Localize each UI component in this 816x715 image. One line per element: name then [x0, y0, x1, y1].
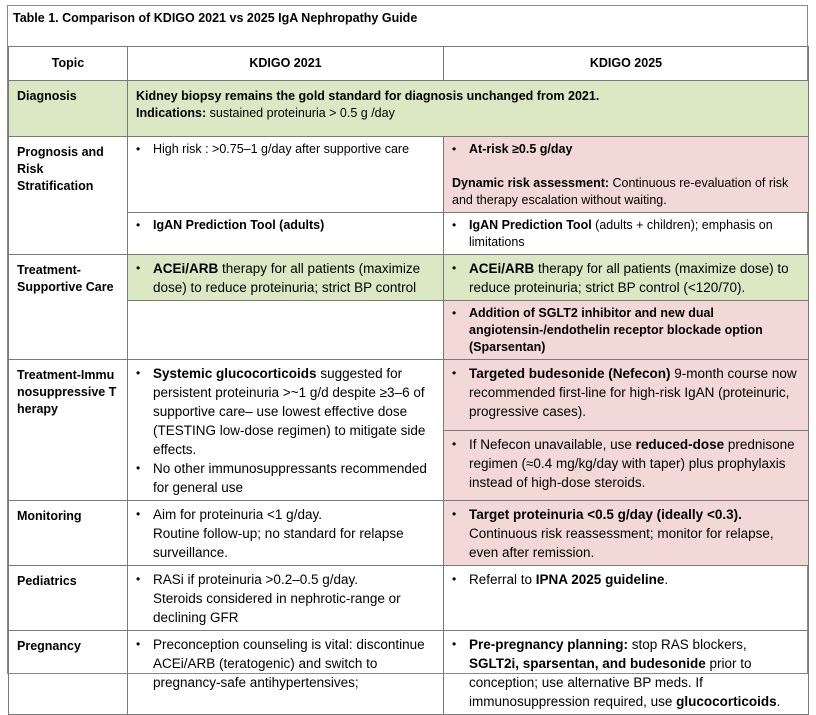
diagnosis-text-1: remains the gold standard for diagnosis unchanged from 2021. [221, 89, 600, 103]
bullet: • [136, 637, 141, 651]
bullet: • [136, 572, 141, 586]
prognosis-2021-cell-1 [128, 137, 444, 213]
prognosis-2025-dynamic-label: Dynamic risk assessment: [452, 176, 610, 190]
pediatrics-2021-rasi: RASi if proteinuria >0.2–0.5 g/day. [153, 572, 358, 587]
prognosis-2025-tool-text: (adults + children); emphasis on limitations [469, 218, 773, 249]
bullet: • [136, 218, 141, 232]
immuno-2025-prednisone: prednisone regimen (≈0.4 mg/kg/day with taper) plus prophylaxis instead of high-dose steroids. [469, 436, 795, 490]
monitoring-2021-cell [128, 501, 444, 566]
prognosis-2021-cell-2 [128, 213, 444, 255]
diagnosis-cell [128, 81, 809, 137]
topic-prognosis: Prognosis and Risk Stratification [9, 137, 128, 255]
supportive-2021-text: therapy for all patients (maximize dose) to reduce proteinuria; strict BP control [153, 261, 421, 295]
prognosis-row-1 [9, 137, 809, 213]
supportive-2025-bold: ACEi/ARB [469, 261, 535, 276]
monitoring-row [9, 501, 809, 566]
bullet: • [136, 142, 141, 156]
supportive-2021-cell [128, 255, 444, 301]
prognosis-2025-cell-1 [444, 137, 809, 213]
prognosis-2021-tool: IgAN Prediction Tool (adults) [153, 218, 325, 232]
pregnancy-2025-text-1: stop RAS blockers, [628, 637, 747, 652]
table-document [7, 5, 808, 709]
topic-immunosuppressive [9, 360, 128, 501]
bullet: • [136, 261, 141, 275]
monitoring-2025-text: Continuous risk reassessment; monitor for relapse, even after remission. [469, 526, 774, 560]
prognosis-2025-at-risk: At-risk ≥0.5 g/day [469, 142, 573, 156]
bullet: • [136, 507, 141, 521]
supportive-2021-empty [128, 301, 444, 360]
bullet: • [452, 507, 457, 521]
pregnancy-2025-text-2: prior to conception; use alternative BP meds. If immunosuppression required, use [469, 656, 752, 709]
immuno-2025-text: 9-month course now recommended first-line for high-risk IgAN (proteinuric, progressive cases). [469, 366, 797, 419]
pediatrics-2025-pre: Referral to [469, 572, 536, 587]
pediatrics-2025-post: . [664, 572, 669, 587]
immuno-2025-bold: Targeted budesonide (Nefecon) [469, 366, 671, 381]
bullet: • [452, 218, 457, 232]
supportive-2025-text: therapy for all patients (maximize dose) to reduce proteinuria; strict BP control (<120/70). [469, 261, 789, 295]
supportive-2021-bold: ACEi/ARB [153, 261, 219, 276]
topic-pregnancy: Pregnancy [9, 631, 128, 715]
comparison-table [8, 46, 809, 715]
bullet: • [136, 366, 141, 380]
immuno-2025-cell-1 [444, 360, 809, 431]
bullet: • [452, 637, 457, 651]
supportive-row-1 [9, 255, 809, 301]
prognosis-row-2 [9, 213, 809, 255]
bullet: • [452, 366, 457, 380]
table-title: Table 1. Comparison of KDIGO 2021 vs 2025 IgA Nephropathy Guide [13, 11, 418, 25]
immuno-2025-pre: If Nefecon unavailable, use [469, 436, 636, 452]
monitoring-2021-followup: Routine follow-up; no standard for relapse surveillance. [153, 526, 404, 560]
pediatrics-2025-cell [444, 566, 809, 631]
topic-supportive-care: Treatment-Supportive Care [9, 255, 128, 360]
pregnancy-2025-drugs: SGLT2i, sparsentan, and budesonide [469, 656, 706, 671]
monitoring-2025-target: Target proteinuria <0.5 g/day (ideally <0.3). [469, 507, 742, 522]
topic-pediatrics: Pediatrics [9, 566, 128, 631]
prognosis-2025-dynamic-text: Continuous re-evaluation of risk and therapy escalation without waiting. [452, 176, 789, 207]
immuno-2021-text: suggested for persistent proteinuria >~1 g/d despite ≥3–6 of supportive care– use lowest effective dose (TESTING low-dose regimen) to mitigate side effects. [153, 366, 426, 457]
topic-immunosuppressive-text: Treatment-Immunosuppressive Therapy [17, 368, 117, 416]
pregnancy-2025-cell [444, 631, 809, 715]
bullet: • [452, 142, 457, 156]
supportive-2025-sglt2: Addition of SGLT2 inhibitor and new dual angiotensin-/endothelin receptor blockade option (Sparsentan) [469, 306, 763, 354]
pregnancy-2025-planning: Pre-pregnancy planning: [469, 637, 629, 652]
header-kdigo-2021: KDIGO 2021 [128, 47, 444, 81]
header-topic: Topic [9, 47, 128, 81]
diagnosis-row [9, 81, 809, 137]
immuno-row-1 [9, 360, 809, 431]
prognosis-2025-cell-2 [444, 213, 809, 255]
diagnosis-text-2: sustained proteinuria > 0.5 g /day [206, 106, 395, 120]
monitoring-2025-cell [444, 501, 809, 566]
bullet: • [136, 461, 141, 475]
header-row [9, 47, 809, 81]
topic-monitoring: Monitoring [9, 501, 128, 566]
immuno-2021-bold: Systemic glucocorticoids [153, 366, 317, 381]
prognosis-2021-high-risk: High risk : >0.75–1 g/day after supportive care [153, 142, 410, 156]
bullet: • [452, 306, 457, 320]
pediatrics-2021-steroids: Steroids considered in nephrotic-range or declining GFR [153, 591, 401, 625]
immuno-2021-cell [128, 360, 444, 501]
pregnancy-row [9, 631, 809, 715]
pregnancy-2025-glucocorticoids: glucocorticoids [676, 694, 777, 709]
diagnosis-bold-2: Indications: [136, 106, 207, 120]
header-kdigo-2025: KDIGO 2025 [444, 47, 809, 81]
bullet: • [452, 572, 457, 586]
pregnancy-2025-text-3: . [776, 694, 781, 709]
immuno-2021-other: No other immunosuppressants recommended for general use [153, 461, 427, 495]
pediatrics-2025-ipna: IPNA 2025 guideline [535, 572, 665, 587]
monitoring-2021-aim: Aim for proteinuria <1 g/day. [153, 507, 322, 522]
prognosis-2025-tool-bold: IgAN Prediction Tool [469, 218, 592, 232]
immuno-2025-reduced-dose: reduced-dose [635, 436, 725, 452]
immuno-2025-cell-2 [444, 430, 809, 501]
topic-diagnosis: Diagnosis [9, 81, 128, 137]
pregnancy-2021-text: Preconception counseling is vital: discontinue ACEi/ARB (teratogenic) and switch to pregnancy-safe antihypertensives; [153, 637, 425, 690]
pregnancy-2021-cell [128, 631, 444, 715]
bullet: • [452, 436, 457, 451]
bullet: • [452, 261, 457, 275]
supportive-2025-cell-1 [444, 255, 809, 301]
supportive-row-2 [9, 301, 809, 360]
pediatrics-row [9, 566, 809, 631]
supportive-2025-cell-2 [444, 301, 809, 360]
diagnosis-bold-1: Kidney biopsy [136, 89, 222, 103]
pediatrics-2021-cell [128, 566, 444, 631]
